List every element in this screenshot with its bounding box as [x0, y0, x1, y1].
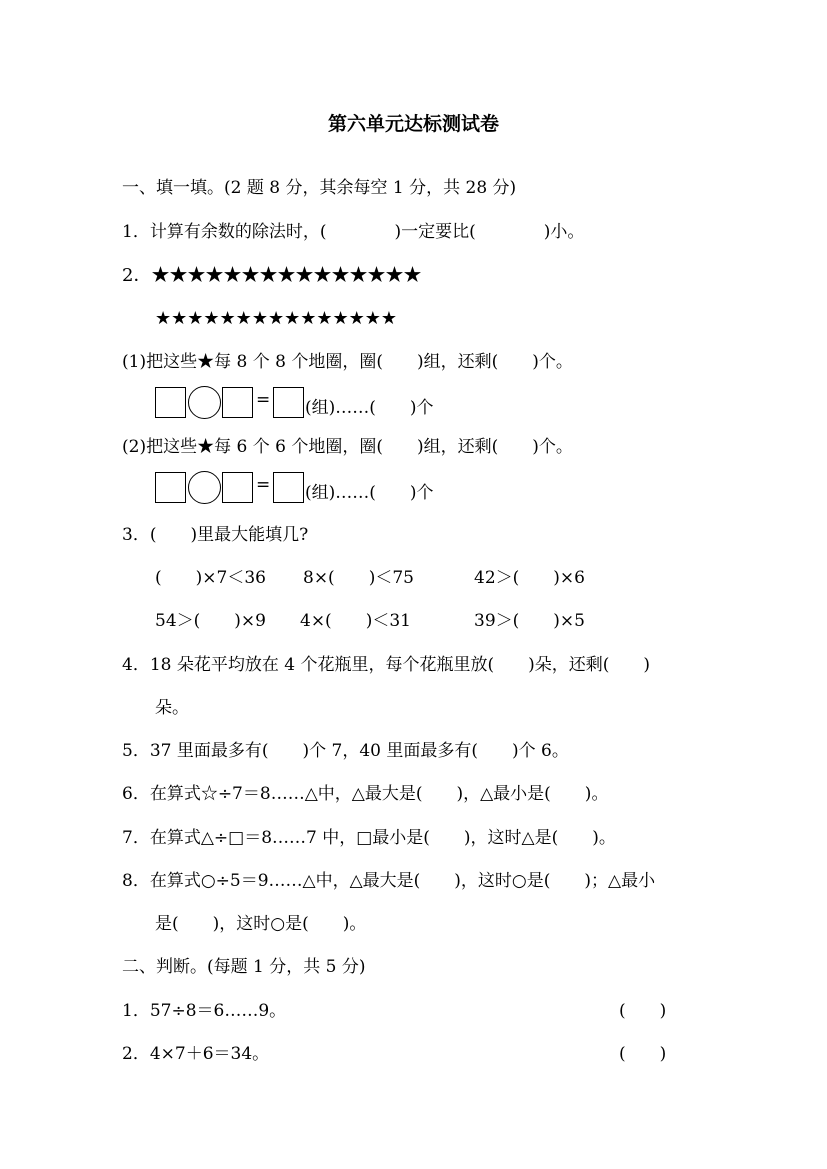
question-5: 5．37 里面最多有( )个 7，40 里面最多有( )个 6。: [122, 741, 569, 761]
judgment-item-2: 2．4×7＋6＝34。: [122, 1044, 270, 1064]
question-2-part-2: (2)把这些★每 6 个 6 个地圈，圈( )组，还剩( )个。: [122, 437, 573, 457]
question-2-part-1: (1)把这些★每 8 个 8 个地圈，圈( )组，还剩( )个。: [122, 352, 573, 372]
question-6: 6．在算式☆÷7＝8……△中，△最大是( )，△最小是( )。: [122, 784, 609, 804]
equals-sign: =: [256, 475, 271, 495]
q3-item: 8×( )＜75: [303, 568, 414, 588]
division-equation-template-1: [155, 386, 455, 420]
question-3: 3．( )里最大能填几?: [122, 525, 309, 545]
q3-item: 42＞( )×6: [474, 568, 585, 588]
section2-heading: 二、判断。(每题 1 分，共 5 分): [122, 957, 366, 977]
answer-box[interactable]: ( ): [619, 1001, 667, 1021]
operator-circle: [188, 471, 221, 504]
operator-circle: [188, 386, 221, 419]
blank-square: [273, 387, 304, 418]
section1-heading: 一、填一填。(2 题 8 分，其余每空 1 分，共 28 分): [122, 178, 517, 198]
equation-tail: (组)……( )个: [305, 398, 434, 418]
blank-square: [222, 472, 253, 503]
question-7: 7．在算式△÷□＝8……7 中，□最小是( )，这时△是( )。: [122, 828, 616, 848]
question-8-line2: 是( )，这时○是( )。: [155, 914, 367, 934]
equation-tail: (组)……( )个: [305, 483, 434, 503]
answer-box[interactable]: ( ): [619, 1044, 667, 1064]
blank-square: [273, 472, 304, 503]
division-equation-template-2: [155, 471, 455, 505]
question-2-stars-row2: ★★★★★★★★★★★★★★★: [155, 308, 398, 329]
blank-square: [222, 387, 253, 418]
question-8-line1: 8．在算式○÷5＝9……△中，△最大是( )，这时○是( )；△最小: [122, 871, 656, 891]
equals-sign: =: [256, 390, 271, 410]
question-2-stars-row1: 2．★★★★★★★★★★★★★★★: [122, 265, 422, 286]
judgment-item-1: 1．57÷8＝6……9。: [122, 1001, 287, 1021]
q3-item: ( )×7＜36: [155, 568, 266, 588]
q3-item: 54＞( )×9: [155, 611, 266, 631]
blank-square: [155, 472, 186, 503]
blank-square: [155, 387, 186, 418]
question-4-line1: 4．18 朵花平均放在 4 个花瓶里，每个花瓶里放( )朵，还剩( ): [122, 655, 651, 675]
question-1: 1．计算有余数的除法时，( )一定要比( )小。: [122, 222, 585, 242]
q3-item: 39＞( )×5: [474, 611, 585, 631]
q3-item: 4×( )＜31: [300, 611, 411, 631]
question-4-line2: 朵。: [155, 698, 189, 718]
page-title: 第六单元达标测试卷: [327, 113, 499, 135]
